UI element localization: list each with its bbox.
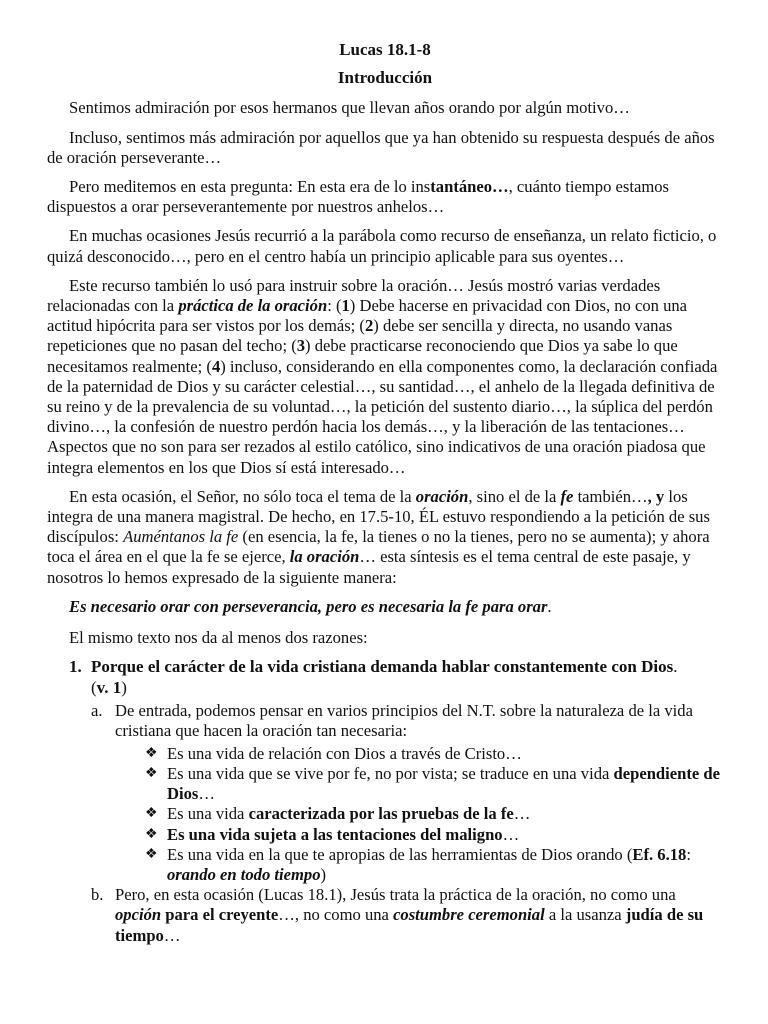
bullet-item (47, 825, 723, 845)
bullet-item (47, 845, 723, 885)
paragraph-6 (47, 487, 723, 588)
emphasis-run: oración (415, 486, 469, 506)
document-title: Lucas 18.1-8 (339, 40, 431, 59)
diamond-bullet-icon: ❖ (145, 765, 158, 781)
bold-run: caracterizada por las pruebas de la fe (248, 804, 514, 824)
text-run: también… (573, 486, 648, 506)
bold-run: tantáneo… (430, 177, 509, 197)
text-run: Este recurso también lo usó para instruir sobre la oración… Jesús mostró varias verdades relacionadas con la (47, 275, 661, 316)
text-run: , cuánto tiempo estamos dispuestos a orar perseverantemente por nuestros anhelos… (47, 177, 669, 217)
text-run: . (547, 596, 552, 616)
text-run: ) Debe hacerse en privacidad con Dios, no con una actitud hipócrita para ser vistos por los demás; ( (47, 296, 688, 336)
text-run: … esta síntesis es el tema central de este pasaje, y nosotros lo hemos expresado de la siguiente manera: (47, 547, 691, 587)
point-letter: a. (91, 701, 103, 721)
bold-run: dependiente de Dios (167, 763, 720, 804)
diamond-bullet-icon: ❖ (145, 846, 158, 862)
text-run: ( (91, 677, 97, 697)
paragraph-2: Incluso, sentimos más admiración por aquellos que ya han obtenido su respuesta después de años de oración perseverante… (47, 127, 715, 167)
bullet-list (47, 744, 723, 885)
text-run: Es una vida de relación con Dios a través de Cristo… (167, 743, 522, 763)
section-heading: Introducción (337, 68, 433, 88)
diamond-bullet-icon: ❖ (145, 806, 158, 822)
text-run: … (513, 804, 531, 824)
point-number: 1. (69, 657, 82, 677)
paragraph-1: Sentimos admiración por esos hermanos que llevan años orando por algún motivo… (69, 98, 630, 118)
list-number: 2 (364, 316, 374, 336)
text-run: ) debe ser sencilla y directa, no usando vanas repeticiones que no pasan del techo; ( (47, 316, 673, 356)
point-1a (47, 701, 723, 741)
bold-run: , y (647, 486, 665, 506)
text-run: ) (121, 677, 127, 697)
paragraph-4: En muchas ocasiones Jesús recurrió a la parábola como recurso de enseñanza, un relato ficticio, o quizá desconocido…, pero en el centro había un principio aplicable para sus oyentes… (47, 226, 717, 266)
text-run: (en esencia, la fe, la tienes o no la tienes, pero no se aumenta); y ahora toca el área en el que la fe se ejerce, (47, 527, 710, 567)
verse-reference: Ef. 6.18 (632, 844, 687, 864)
emphasis-run: opción (115, 905, 162, 925)
text-run: … (502, 824, 520, 844)
text-run: En esta ocasión, el Señor, no sólo toca el tema de la (69, 486, 416, 506)
quote-run: Auméntanos la fe (123, 527, 239, 547)
point-1 (47, 657, 723, 698)
text-run: … (198, 784, 215, 804)
point-text: De entrada, podemos pensar en varios principios del N.T. sobre la naturaleza de la vida cristiana que hacen la oración tan necesaria: (115, 701, 693, 741)
text-run: ) (320, 864, 327, 884)
thesis-text: Es necesario orar con perseverancia, pero es necesaria la fe para orar (69, 596, 548, 616)
text-run: … (163, 925, 181, 945)
bullet-item (47, 764, 723, 804)
text-run: . (673, 657, 678, 677)
list-number: 3 (296, 336, 306, 356)
thesis-statement (47, 597, 723, 617)
point-heading: Porque el carácter de la vida cristiana demanda hablar constantemente con Dios (91, 657, 674, 677)
text-run: Es una vida en la que te apropias de las herramientas de Dios orando ( (167, 844, 633, 864)
bullet-item (47, 804, 723, 824)
emphasis-run: costumbre ceremonial (393, 905, 545, 925)
text-run: ) debe practicarse reconociendo que Dios ya sabe lo que necesitamos realmente; ( (47, 336, 678, 376)
diamond-bullet-icon: ❖ (145, 745, 158, 761)
text-run: , sino el de la (468, 486, 561, 506)
list-number: 1 (341, 296, 350, 316)
emphasis-run: práctica de la oración (178, 296, 328, 316)
emphasis-run: fe (560, 486, 574, 506)
bullet-item (47, 744, 723, 764)
text-run: Es una vida que se vive por fe, no por vista; se traduce en una vida (167, 763, 614, 783)
bold-run: judía de su tiempo (115, 905, 704, 945)
list-number: 4 (211, 356, 221, 376)
text-run: : (686, 844, 691, 864)
verse-reference: v. 1 (96, 677, 122, 697)
diamond-bullet-icon: ❖ (145, 826, 158, 842)
paragraph-3 (47, 177, 723, 217)
text-run: : ( (327, 296, 342, 316)
paragraph-5 (47, 276, 723, 478)
quote-run: orando en todo tiempo (167, 864, 321, 884)
text-run: Pero, en esta ocasión (Lucas 18.1), Jesús trata la práctica de la oración, no como una (115, 885, 676, 905)
text-run: a la usanza (544, 905, 626, 925)
bold-run: para el creyente (161, 905, 279, 925)
point-letter: b. (91, 885, 104, 905)
point-1b (47, 885, 723, 946)
text-run: Es una vida (167, 804, 249, 824)
emphasis-run: la oración (289, 547, 360, 567)
document-page (47, 40, 723, 948)
text-run: …, no como una (278, 905, 394, 925)
text-run: ) incluso, considerando en ella componentes como, la declaración confiada de la paternidad de Dios y su carácter celestial…, su santidad…, el anhelo de la llegada definitiva de su reino y de la prevalencia de su voluntad…, la petición del sustento diario…, la súplica del perdón divino…, la confesión de nuestro perdón hacia los demás…, y la liberación de las tentaciones… Aspectos que no son para ser rezados al estilo católico, sino indicativos de una oración piadosa que integra elementos en los que Dios sí está interesado… (47, 356, 718, 477)
bold-run: Es una vida sujeta a las tentaciones del maligno (167, 824, 503, 844)
reasons-intro: El mismo texto nos da al menos dos razones: (69, 628, 368, 648)
text-run: los integra de una manera magistral. De hecho, en 17.5-10, ÉL estuvo respondiendo a la petición de sus discípulos: (47, 486, 710, 547)
text-run: Pero meditemos en esta pregunta: En esta era de lo ins (69, 177, 431, 197)
